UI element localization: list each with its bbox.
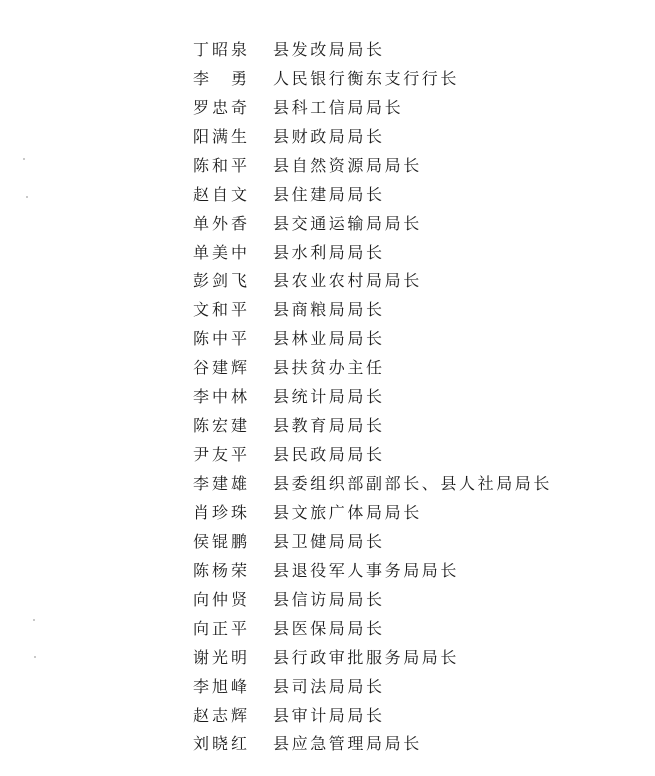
roster-row <box>193 352 633 381</box>
member-title: 县信访局局长 <box>273 589 385 609</box>
member-title: 县发改局局长 <box>273 39 385 59</box>
member-name: 陈宏建 <box>193 416 251 436</box>
member-title: 县交通运输局局长 <box>273 213 422 233</box>
scan-speck <box>33 619 35 621</box>
member-title: 县住建局局长 <box>273 184 385 204</box>
member-name: 罗忠奇 <box>193 97 251 117</box>
member-name: 陈中平 <box>193 329 251 349</box>
roster-row <box>193 63 633 92</box>
roster-row <box>193 237 633 266</box>
member-name: 陈和平 <box>193 155 251 175</box>
member-name: 彭剑飞 <box>193 271 251 291</box>
member-name: 尹友平 <box>193 445 251 465</box>
member-title: 县财政局局长 <box>273 126 385 146</box>
member-title: 县应急管理局局长 <box>273 734 422 754</box>
roster-row <box>193 410 633 439</box>
scan-speck <box>23 158 25 160</box>
scan-speck <box>26 196 28 198</box>
scan-speck <box>34 656 36 658</box>
member-roster <box>193 34 633 757</box>
roster-row <box>193 323 633 352</box>
roster-row <box>193 34 633 63</box>
member-name: 谢光明 <box>193 647 251 667</box>
member-name: 赵志辉 <box>193 705 251 725</box>
member-name: 谷建辉 <box>193 358 251 378</box>
member-title: 县商粮局局长 <box>273 300 385 320</box>
member-title: 县审计局局长 <box>273 705 385 725</box>
member-title: 县农业农村局局长 <box>273 271 422 291</box>
roster-row <box>193 266 633 295</box>
member-title: 县医保局局长 <box>273 618 385 638</box>
member-title: 县行政审批服务局局长 <box>273 647 460 667</box>
roster-row <box>193 294 633 323</box>
roster-row <box>193 729 633 758</box>
member-title: 县委组织部副部长、县人社局局长 <box>273 474 553 494</box>
roster-row <box>193 526 633 555</box>
member-name: 肖珍珠 <box>193 502 251 522</box>
member-name: 李旭峰 <box>193 676 251 696</box>
member-title: 县卫健局局长 <box>273 531 385 551</box>
member-title: 县自然资源局局长 <box>273 155 422 175</box>
member-title: 县水利局局长 <box>273 242 385 262</box>
member-title: 县扶贫办主任 <box>273 358 385 378</box>
member-name: 向正平 <box>193 618 251 638</box>
member-name: 单外香 <box>193 213 251 233</box>
roster-row <box>193 92 633 121</box>
roster-row <box>193 700 633 729</box>
member-title: 县统计局局长 <box>273 387 385 407</box>
roster-row <box>193 555 633 584</box>
member-name: 单美中 <box>193 242 251 262</box>
roster-row <box>193 179 633 208</box>
member-name: 李 勇 <box>193 68 251 88</box>
member-title: 县民政局局长 <box>273 445 385 465</box>
member-name: 阳满生 <box>193 126 251 146</box>
roster-row <box>193 468 633 497</box>
member-title: 县文旅广体局局长 <box>273 502 422 522</box>
roster-row <box>193 121 633 150</box>
member-name: 向仲贤 <box>193 589 251 609</box>
member-title: 人民银行衡东支行行长 <box>273 68 460 88</box>
roster-row <box>193 584 633 613</box>
roster-row <box>193 439 633 468</box>
member-name: 丁昭泉 <box>193 39 251 59</box>
member-name: 赵自文 <box>193 184 251 204</box>
member-title: 县科工信局局长 <box>273 97 404 117</box>
roster-row <box>193 381 633 410</box>
member-title: 县退役军人事务局局长 <box>273 560 460 580</box>
member-title: 县林业局局长 <box>273 329 385 349</box>
member-name: 文和平 <box>193 300 251 320</box>
member-name: 侯锟鹏 <box>193 531 251 551</box>
member-title: 县教育局局长 <box>273 416 385 436</box>
roster-row <box>193 497 633 526</box>
member-name: 李建雄 <box>193 474 251 494</box>
member-name: 刘晓红 <box>193 734 251 754</box>
member-title: 县司法局局长 <box>273 676 385 696</box>
roster-row <box>193 150 633 179</box>
roster-row <box>193 671 633 700</box>
roster-row <box>193 613 633 642</box>
roster-row <box>193 642 633 671</box>
roster-row <box>193 208 633 237</box>
member-name: 李中林 <box>193 387 251 407</box>
member-name: 陈杨荣 <box>193 560 251 580</box>
